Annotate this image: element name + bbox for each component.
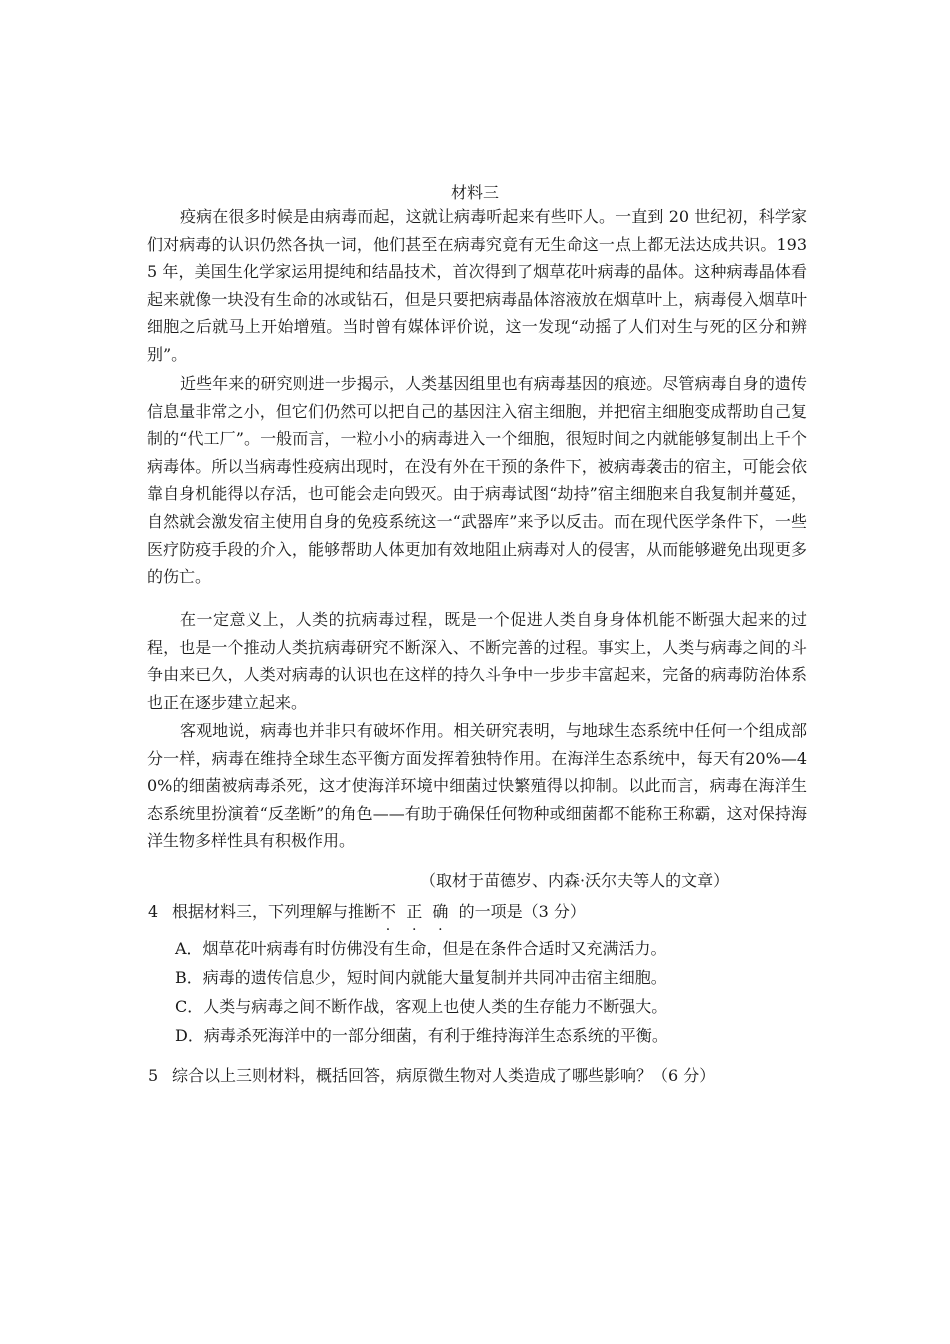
paragraph-4: 客观地说，病毒也并非只有破坏作用。相关研究表明，与地球生态系统中任何一个组成部分一样，病毒在维持全球生态平衡方面发挥着独特作用。在海洋生态系统中，每天有20%—40%的细菌被病毒杀死，这才使海洋环境中细菌过快繁殖得以抑制。以此而言，病毒在海洋生态系统里扮演着“反垄断”的角色——有助于确保任何物种或细菌都不能称王称霸，这对保持海洋生物多样性具有积极作用。 (147, 721, 807, 851)
option-b: B．病毒的遗传信息少，短时间内就能大量复制并共同冲击宿主细胞。 (175, 968, 667, 987)
paragraph-3: 在一定意义上，人类的抗病毒过程，既是一个促进人类自身身体机能不断强大起来的过程，也是一个推动人类抗病毒研究不断深入、不断完善的过程。事实上，人类与病毒之间的斗争由来已久，人类对病毒的认识也在这样的持久斗争中一步步丰富起来，完备的病毒防治体系也正在逐步建立起来。 (147, 610, 807, 712)
question-4-prefix: 根据材料三，下列理解与推断 (172, 902, 381, 921)
option-a: A．烟草花叶病毒有时仿佛没有生命，但是在条件合适时又充满活力。 (175, 939, 667, 958)
material-title: 材料三 (450, 183, 499, 202)
emphasis-char-2: 正 (406, 902, 423, 921)
paragraph-2: 近些年来的研究则进一步揭示，人类基因组里也有病毒基因的痕迹。尽管病毒自身的遗传信息量非常之小，但它们仍然可以把自己的基因注入宿主细胞，并把宿主细胞变成帮助自己复制的“代工厂”。一般而言，一粒小小的病毒进入一个细胞，很短时间之内就能够复制出上千个病毒体。所以当病毒性疫病出现时，在没有外在干预的条件下，被病毒袭击的宿主，可能会依靠自身机能得以存活，也可能会走向毁灭。由于病毒试图“劫持”宿主细胞来自我复制并蔓延，自然就会激发宿主使用自身的免疫系统这一“武器库”来予以反击。而在现代医学条件下，一些医疗防疫手段的介入，能够帮助人体更加有效地阻止病毒对人的侵害，从而能够避免出现更多的伤亡。 (147, 374, 807, 587)
option-d: D．病毒杀死海洋中的一部分细菌，有利于维持海洋生态系统的平衡。 (175, 1026, 668, 1045)
question-4-suffix: 的一项是（3 分） (458, 902, 586, 921)
question-4-number: 4 (148, 902, 159, 921)
option-c: C．人类与病毒之间不断作战，客观上也使人类的生存能力不断强大。 (175, 997, 668, 1016)
question-5-text: 综合以上三则材料，概括回答，病原微生物对人类造成了哪些影响？（6 分） (172, 1066, 716, 1085)
paragraph-1: 疫病在很多时候是由病毒而起，这就让病毒听起来有些吓人。一直到 20 世纪初，科学家们对病毒的认识仍然各执一词，他们甚至在病毒究竟有无生命这一点上都无法达成共识。1935 年，美国生化学家运用提纯和结晶技术，首次得到了烟草花叶病毒的晶体。这种病毒晶体看起来就像一块没有生命的冰或钻石，但是只要把病毒晶体溶液放在烟草叶上，病毒侵入烟草叶细胞之后就马上开始增殖。当时曾有媒体评价说，这一发现“动摇了人们对生与死的区分和辨别”。 (147, 207, 807, 364)
question-5-number: 5 (148, 1066, 159, 1085)
source-citation: （取材于苗德岁、内森·沃尔夫等人的文章） (420, 871, 730, 890)
question-4 (148, 900, 586, 924)
question-5 (148, 1064, 715, 1088)
emphasis-char-1: 不 (380, 902, 397, 921)
emphasis-char-3: 确 (432, 902, 449, 921)
